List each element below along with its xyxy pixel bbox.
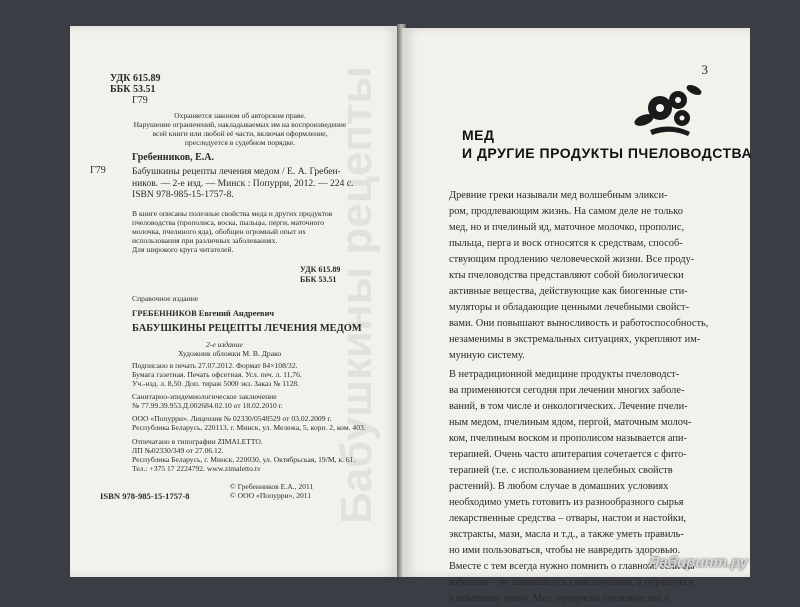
body-line: мед, но и пчелиный яд, маточное молочко, прополис, — [449, 222, 685, 233]
author-header: Гребенников, Е.А. — [132, 152, 214, 163]
chapter-heading — [462, 126, 752, 162]
body-line: Древние греки называли мед волшебным эликси- — [449, 190, 668, 201]
body-line: вами. Они повышают выносливость и работоспособность, — [449, 318, 709, 329]
body-line: ва применяются сегодня при лечении многих заболе- — [449, 385, 685, 396]
body-line: ваний, в том числе и онкологических. Лечение пчели- — [449, 401, 688, 412]
catalog-code-2: Г79 — [90, 165, 106, 176]
author-full-name: ГРЕБЕННИКОВ Евгений Андреевич — [132, 309, 275, 318]
annotation: В книге описаны полезные свойства меда и других продуктов пчеловодства (прополиса, воска, пыльцы, перги, маточного молочка, пчелиного яда), обобщен огромный опыт их использования при различных заболеваниях. Для широкого круга читателей. — [132, 209, 333, 255]
body-line: кты пчеловодства представляют собой биологически — [449, 270, 684, 281]
bibliographic-record: Бабушкины рецепты лечения медом / Е. А. Гребен- ников. — 2-е изд. — Минск : Попурри, 2012. — 224 с. ISBN 978-985-15-1757-8. — [132, 166, 354, 200]
bbk-code-2: ББК 53.51 — [300, 275, 337, 284]
body-line: мунную систему. — [449, 350, 525, 361]
printer-info: Отпечатано в типографии ZIMALETTO. ЛП №02330/349 от 27.06.12. Республика Беларусь, г. Минск, 220030, ул. Октябрьская, 19/М, к. 61. Тел.: +375 17 2224792. www.zimaletto.tv — [132, 437, 356, 474]
right-page — [402, 28, 753, 604]
body-line: экстракты, мази, масла и т.д., а также уметь правиль- — [449, 529, 684, 540]
heading-line-2: И ДРУГИЕ ПРОДУКТЫ ПЧЕЛОВОДСТВА — [462, 145, 753, 161]
body-line: пыльца, перга и воск относятся к средствам, способ- — [449, 238, 683, 249]
copyrights: © Гребенников Е.А., 2011 © ООО «Попурри», 2011 — [230, 482, 314, 501]
body-line: ствующим продлению человеческой жизни. Все проду- — [449, 254, 695, 265]
udk-code: УДК 615.89 — [110, 73, 161, 84]
book-title: БАБУШКИНЫ РЕЦЕПТЫ ЛЕЧЕНИЯ МЕДОМ — [132, 323, 362, 334]
body-line: В нетрадиционной медицине продукты пчеловодст- — [449, 369, 680, 380]
isbn: ISBN 978-985-15-1757-8 — [100, 491, 190, 501]
body-line: заболели – не занимайтесь самолечением, а обратитесь — [449, 577, 694, 588]
udk-code-2: УДК 615.89 — [300, 265, 341, 274]
edition: 2-е издание — [206, 340, 243, 349]
ghost-cover-print: Бабушкины рецепты — [332, 66, 381, 524]
copyright-notice: Охраняется законом об авторском праве. Нарушение ограничений, накладываемых им на воспроизведение всей книги или любой её части, включая оформление, преследуется в судебном порядке. — [133, 111, 347, 148]
body-line: незаменимы в экстремальных ситуациях, укрепляют им- — [449, 334, 701, 345]
body-line: но ими пользоваться, чтобы не навредить здоровью. — [449, 545, 681, 556]
body-line: терапией (т.е. с использованием целебных свойств — [449, 465, 673, 476]
edition-type: Справочное издание — [132, 294, 199, 303]
body-line: ром, продлевающим жизнь. На самом деле не только — [449, 206, 683, 217]
body-line: к опытному врачу. Мед, продукты пчеловодства и — [449, 593, 670, 604]
body-line: активные вещества, действующие как биогенные сти- — [449, 286, 688, 297]
page-number: 3 — [701, 62, 708, 77]
body-line: необходимо уметь готовить из разнообразного сырья — [449, 497, 684, 508]
body-line: ным медом, пчелиным ядом, пергой, маточным молоч- — [449, 417, 692, 428]
body-line: Вместе с тем всегда нужно помнить о главном: если вы — [449, 561, 695, 572]
heading-line-1: МЕД — [462, 127, 495, 143]
catalog-code: Г79 — [132, 95, 148, 106]
watermark: Лабиринт.ру — [648, 554, 748, 571]
body-line: муляторы и обладающие ценными лечебными свойст- — [449, 302, 690, 313]
imprint: Подписано в печать 27.07.2012. Формат 84×108/32. Бумага газетная. Печать офсетная. Усл. печ. л. 11,76. Уч.-изд. л. 8,50. Доп. тираж 5000 экз. Заказ № 1128. — [132, 361, 302, 389]
body-line: терапией. Очень часто апитерапия сочетается с фито- — [449, 449, 687, 460]
body-line: лекарственные средства – отвары, настои и настойки, — [449, 513, 687, 524]
publisher-info: ООО «Попурри». Лицензия № 02330/0548529 от 03.02.2009 г. Республика Беларусь, 220113, г. Минск, ул. Мележа, 5, корп. 2, ком. 403. — [132, 414, 366, 433]
left-page — [70, 26, 400, 577]
body-line: ком, пчелиным воском и прополисом называется апи- — [449, 433, 687, 444]
bbk-code: ББК 53.51 — [110, 84, 156, 95]
cover-artist: Художник обложки М. В. Драко — [178, 349, 282, 358]
sanitary-conclusion: Санитарно-эпидемиологическое заключение № 77.99.39.953.Д.002684.02.10 от 18.02.2010 г. — [132, 392, 283, 411]
body-line: растений). В любом случае в домашних условиях — [449, 481, 669, 492]
